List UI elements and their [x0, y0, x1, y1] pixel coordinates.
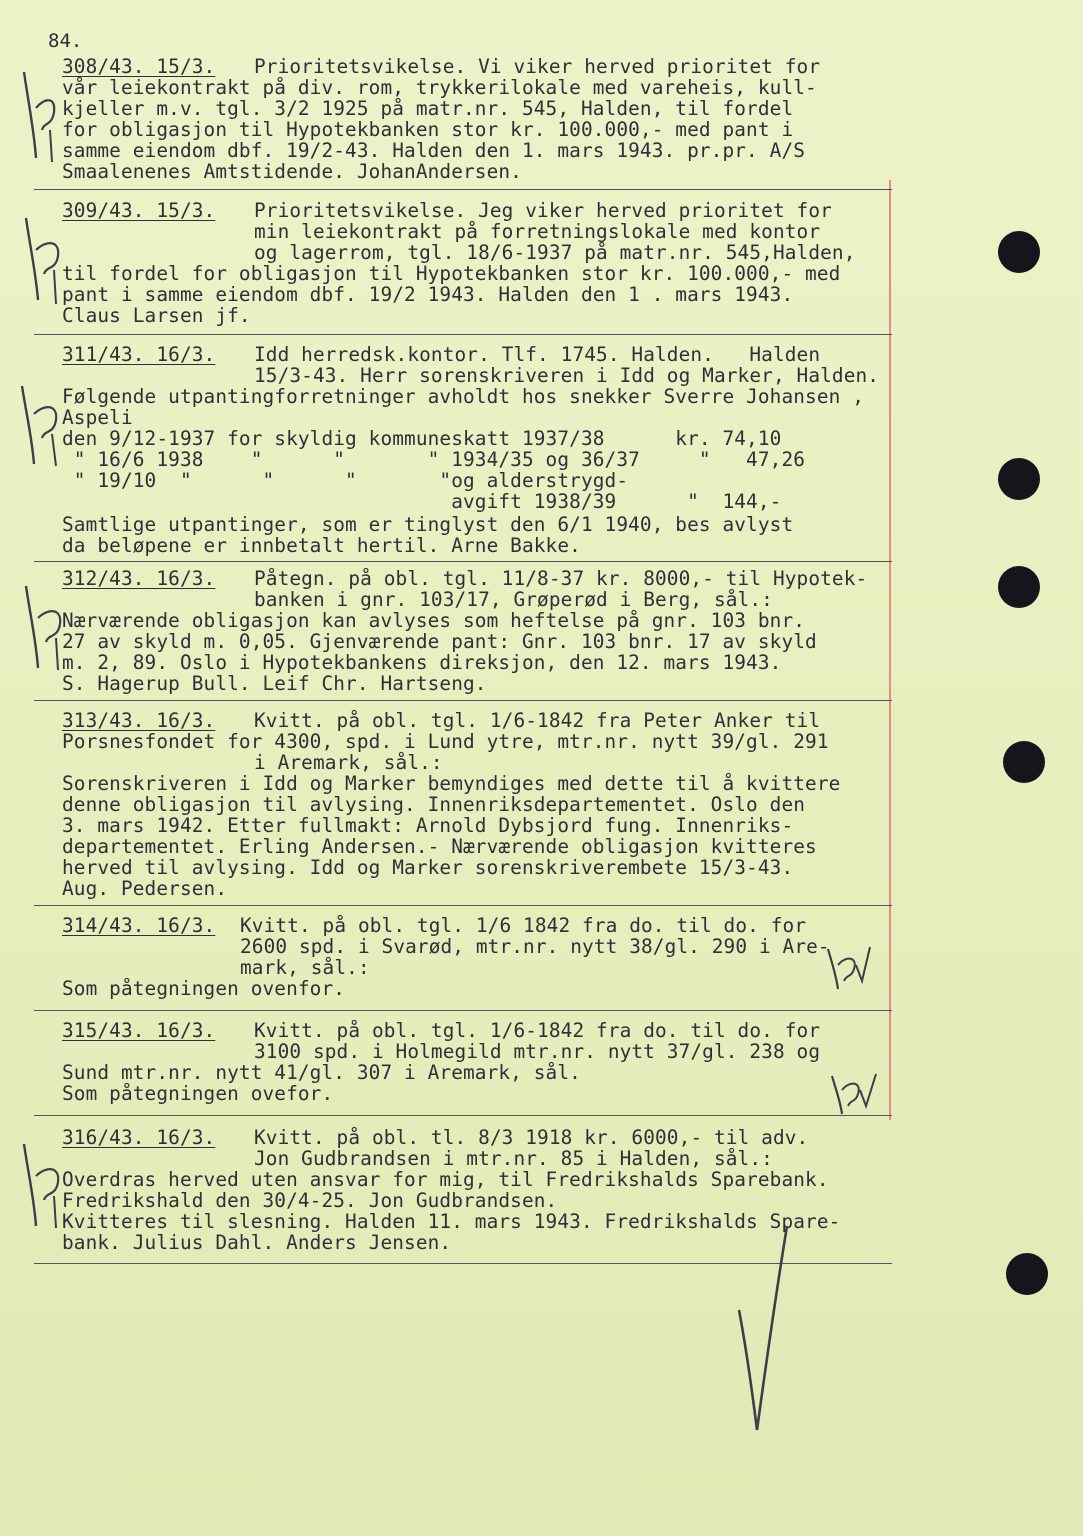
entry-id: 314/43. 16/3.: [62, 914, 216, 937]
entry-line: Kvitt. på obl. tgl. 1/6-1842 fra do. til do. for: [254, 1019, 821, 1042]
punch-hole: [998, 231, 1040, 273]
entry-line: herved til avlysing. Idd og Marker sorenskriverembete 15/3-43.: [62, 856, 794, 879]
entry-line: i Aremark, sål.:: [254, 751, 443, 774]
entry-line: 3100 spd. i Holmegild mtr.nr. nytt 37/gl. 238 og: [254, 1040, 821, 1063]
entry-divider: [34, 561, 892, 562]
entry-id: 316/43. 16/3.: [62, 1126, 216, 1149]
entry-line: Aspeli: [62, 406, 133, 429]
entry-line: Prioritetsvikelse. Vi viker herved prioritet for: [254, 55, 821, 78]
entry-line: Aug. Pedersen.: [62, 877, 228, 900]
entry-line: Idd herredsk.kontor. Tlf. 1745. Halden. Halden: [254, 343, 821, 366]
entry-id: 313/43. 16/3.: [62, 709, 216, 732]
entry-line: Kvitt. på obl. tl. 8/3 1918 kr. 6000,- til adv.: [254, 1126, 809, 1149]
entry-line: Kvitt. på obl. tgl. 1/6 1842 fra do. til do. for: [240, 914, 807, 937]
entry-divider: [34, 1010, 892, 1011]
entry-line: Påtegn. på obl. tgl. 11/8-37 kr. 8000,- til Hypotek-: [254, 567, 868, 590]
punch-hole: [1003, 741, 1045, 783]
entry-id: 315/43. 16/3.: [62, 1019, 216, 1042]
entry-line: min leiekontrakt på forretningslokale med kontor: [254, 220, 821, 243]
entry-line: vår leiekontrakt på div. rom, trykkerilokale med vareheis, kull-: [62, 76, 817, 99]
entry-line: den 9/12-1937 for skyldig kommuneskatt 1937/38 kr. 74,10: [62, 427, 782, 450]
entry-line: 27 av skyld m. 0,05. Gjenværende pant: Gnr. 103 bnr. 17 av skyld: [62, 630, 817, 653]
entry-line: Sund mtr.nr. nytt 41/gl. 307 i Aremark, sål.: [62, 1061, 581, 1084]
entry-line: mark, sål.:: [240, 956, 370, 979]
entry-id: 312/43. 16/3.: [62, 567, 216, 590]
entry-line: departementet. Erling Andersen.- Nærværende obligasjon kvitteres: [62, 835, 817, 858]
entry-line: samme eiendom dbf. 19/2-43. Halden den 1. mars 1943. pr.pr. A/S: [62, 139, 806, 162]
entry-line: 15/3-43. Herr sorenskriveren i Idd og Marker, Halden.: [254, 364, 880, 387]
entry-line: da beløpene er innbetalt hertil. Arne Bakke.: [62, 534, 581, 557]
handwritten-checkmark-icon: [735, 1222, 795, 1437]
entry-line: Fredrikshald den 30/4-25. Jon Gudbrandsen.: [62, 1189, 558, 1212]
entry-line: 3. mars 1942. Etter fullmakt: Arnold Dybsjord fung. Innenriks-: [62, 814, 794, 837]
entry-id: 309/43. 15/3.: [62, 199, 216, 222]
punch-hole: [998, 458, 1040, 500]
entry-line: Sorenskriveren i Idd og Marker bemyndiges med dette til å kvittere: [62, 772, 841, 795]
handwritten-initials-icon: [822, 935, 882, 995]
entry-line: m. 2, 89. Oslo i Hypotekbankens direksjon, den 12. mars 1943.: [62, 651, 782, 674]
handwritten-checkmark-icon: [14, 60, 64, 170]
handwritten-checkmark-icon: [16, 574, 68, 674]
punch-hole: [998, 566, 1040, 608]
entry-line: til fordel for obligasjon til Hypotekbanken stor kr. 100.000,- med: [62, 262, 841, 285]
entry-line: " 19/10 " " " "og alderstrygd-: [62, 469, 629, 492]
entry-line: Som påtegningen ovefor.: [62, 1082, 334, 1105]
entry-line: banken i gnr. 103/17, Grøperød i Berg, sål.:: [254, 588, 773, 611]
entry-line: denne obligasjon til avlysing. Innenriksdepartementet. Oslo den: [62, 793, 806, 816]
entry-line: Nærværende obligasjon kan avlyses som heftelse på gnr. 103 bnr.: [62, 609, 806, 632]
entry-id: 308/43. 15/3.: [62, 55, 216, 78]
entry-line: Kvitteres til slesning. Halden 11. mars 1943. Fredrikshalds Spare-: [62, 1210, 841, 1233]
entry-line: 2600 spd. i Svarød, mtr.nr. nytt 38/gl. 290 i Are-: [240, 935, 830, 958]
entry-line: Overdras herved uten ansvar for mig, til Fredrikshalds Sparebank.: [62, 1168, 829, 1191]
page-number: 84.: [48, 30, 83, 52]
handwritten-initials-icon: [826, 1062, 886, 1120]
entry-line: pant i samme eiendom dbf. 19/2 1943. Halden den 1 . mars 1943.: [62, 283, 794, 306]
punch-hole: [1006, 1253, 1048, 1295]
entry-line: Samtlige utpantinger, som er tinglyst den 6/1 1940, bes avlyst: [62, 513, 794, 536]
entry-divider: [34, 334, 892, 335]
entry-line: Smaalenenes Amtstidende. JohanAndersen.: [62, 160, 522, 183]
entry-line: og lagerrom, tgl. 18/6-1937 på matr.nr. 545,Halden,: [254, 241, 856, 264]
entry-divider: [34, 189, 892, 190]
entry-divider: [34, 1115, 892, 1116]
entry-line: for obligasjon til Hypotekbanken stor kr. 100.000,- med pant i: [62, 118, 794, 141]
entry-divider: [34, 700, 892, 701]
red-margin-line: [889, 180, 891, 1120]
entry-line: avgift 1938/39 " 144,-: [62, 490, 782, 513]
entry-line: " 16/6 1938 " " " 1934/35 og 36/37 " 47,26: [62, 448, 806, 471]
entry-line: Følgende utpantingforretninger avholdt hos snekker Sverre Johansen ,: [62, 385, 865, 408]
entry-line: Prioritetsvikelse. Jeg viker herved prioritet for: [254, 199, 832, 222]
entry-line: Som påtegningen ovenfor.: [62, 977, 346, 1000]
entry-line: Kvitt. på obl. tgl. 1/6-1842 fra Peter Anker til: [254, 709, 821, 732]
handwritten-checkmark-icon: [14, 1132, 66, 1232]
entry-line: Claus Larsen jf.: [62, 304, 251, 327]
handwritten-checkmark-icon: [12, 372, 64, 472]
entry-line: bank. Julius Dahl. Anders Jensen.: [62, 1231, 452, 1254]
handwritten-checkmark-icon: [14, 200, 68, 310]
entry-divider: [34, 905, 892, 906]
entry-line: Jon Gudbrandsen i mtr.nr. 85 i Halden, sål.:: [254, 1147, 773, 1170]
entry-line: kjeller m.v. tgl. 3/2 1925 på matr.nr. 545, Halden, til fordel: [62, 97, 794, 120]
entry-line: S. Hagerup Bull. Leif Chr. Hartseng.: [62, 672, 487, 695]
entry-id: 311/43. 16/3.: [62, 343, 216, 366]
entry-line: Porsnesfondet for 4300, spd. i Lund ytre, mtr.nr. nytt 39/gl. 291: [62, 730, 829, 753]
